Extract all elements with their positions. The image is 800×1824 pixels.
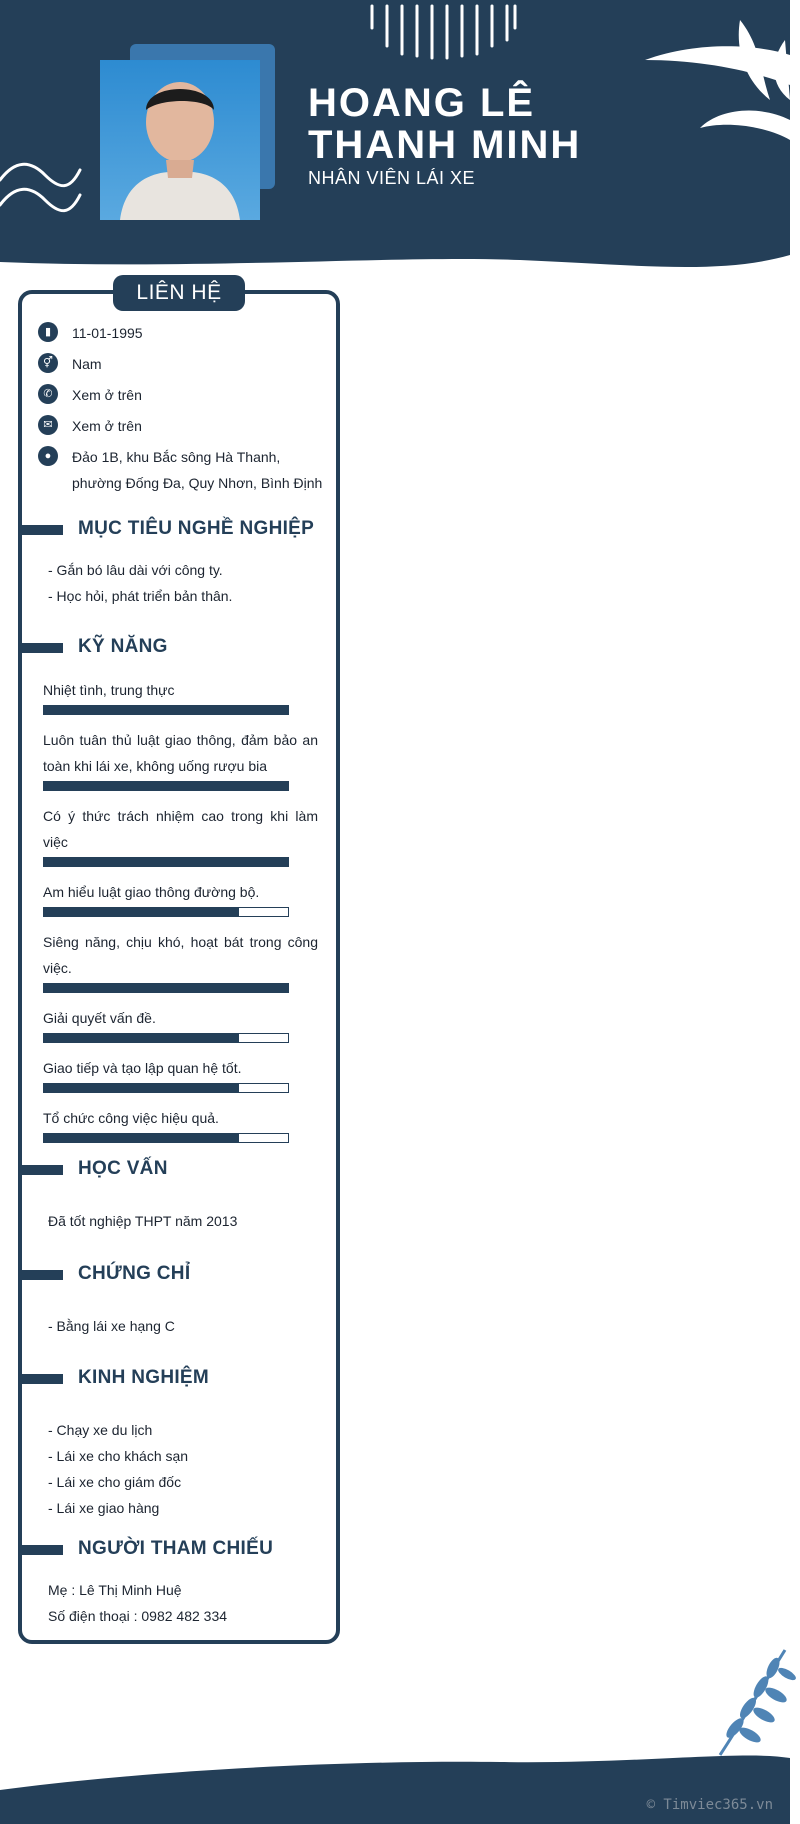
contact-list [38, 320, 328, 501]
birthday-cake-icon: ▮ [38, 322, 58, 342]
skill-level-fill [44, 782, 288, 790]
objective-line: - Gắn bó lâu dài với công ty. [48, 562, 223, 578]
education-text: Đã tốt nghiệp THPT năm 2013 [48, 1213, 238, 1229]
skills-section-bar [22, 643, 63, 653]
skill-item [43, 677, 318, 715]
skill-level-bar [43, 983, 289, 993]
contact-email: Xem ở trên [72, 418, 142, 434]
reference-line: Số điện thoại : 0982 482 334 [48, 1608, 228, 1624]
experience-section-bar [22, 1374, 63, 1384]
skill-item [43, 727, 318, 791]
contact-gender: Nam [72, 356, 102, 372]
contact-section-title: LIÊN HỆ [113, 275, 245, 311]
certificates-section-bar [22, 1270, 63, 1280]
skills-list [43, 677, 318, 1155]
experience-line: - Lái xe cho giám đốc [48, 1474, 182, 1490]
skill-name: Am hiểu luật giao thông đường bộ. [43, 884, 260, 900]
reference-line: Mẹ : Lê Thị Minh Huệ [48, 1582, 182, 1598]
skill-name: Nhiệt tình, trung thực [43, 682, 175, 698]
skill-name: Có ý thức trách nhiệm cao trong khi làm việc [43, 808, 318, 850]
references-section-bar [22, 1545, 63, 1555]
skill-level-bar [43, 857, 289, 867]
certificates-text: - Bằng lái xe hạng C [48, 1318, 175, 1334]
experience-text [48, 1417, 318, 1521]
experience-line: - Lái xe giao hàng [48, 1500, 160, 1516]
phone-icon: ✆ [38, 384, 58, 404]
skill-name: Siêng năng, chịu khó, hoạt bát trong công việc. [43, 934, 318, 976]
skill-item [43, 1005, 318, 1043]
contact-item-phone [38, 382, 328, 408]
skill-level-fill [44, 1034, 239, 1042]
objective-section-title: MỤC TIÊU NGHỀ NGHIỆP [78, 518, 315, 539]
certificates-section-title: CHỨNG CHỈ [78, 1263, 191, 1284]
references-text [48, 1577, 318, 1629]
job-title: NHÂN VIÊN LÁI XE [308, 168, 476, 188]
contact-item-gender [38, 351, 328, 377]
skill-item [43, 1055, 318, 1093]
skill-level-bar [43, 1083, 289, 1093]
education-section-bar [22, 1165, 63, 1175]
email-icon: ✉ [38, 415, 58, 435]
candidate-name: HOANG LÊ THANH MINH [308, 81, 582, 167]
contact-birthday: 11-01-1995 [72, 325, 143, 341]
skill-item [43, 929, 318, 993]
skill-level-bar [43, 1033, 289, 1043]
contact-item-birthday [38, 320, 328, 346]
skill-level-fill [44, 1084, 239, 1092]
contact-address: Đảo 1B, khu Bắc sông Hà Thanh, phường Đống Đa, Quy Nhơn, Bình Định [72, 449, 323, 491]
skill-name: Giải quyết vấn đề. [43, 1010, 156, 1026]
footer-watermark: © Timviec365.vn [646, 1797, 773, 1813]
experience-line: - Chạy xe du lịch [48, 1422, 153, 1438]
skill-level-fill [44, 1134, 239, 1142]
skill-level-bar [43, 705, 289, 715]
skill-level-fill [44, 908, 239, 916]
skill-name: Tổ chức công việc hiệu quả. [43, 1110, 219, 1126]
objective-section-bar [22, 525, 63, 535]
skill-item [43, 879, 318, 917]
experience-section-title: KINH NGHIỆM [78, 1367, 210, 1388]
skill-item [43, 1105, 318, 1143]
location-pin-icon: ● [38, 446, 58, 466]
profile-photo [100, 60, 260, 220]
contact-item-address [38, 444, 328, 496]
skill-level-bar [43, 1133, 289, 1143]
references-section-title: NGƯỜI THAM CHIẾU [78, 1538, 274, 1559]
contact-item-email [38, 413, 328, 439]
skill-level-fill [44, 706, 288, 714]
contact-phone: Xem ở trên [72, 387, 142, 403]
objective-line: - Học hỏi, phát triển bản thân. [48, 588, 233, 604]
skill-name: Giao tiếp và tạo lập quan hệ tốt. [43, 1060, 242, 1076]
skill-level-bar [43, 907, 289, 917]
skills-section-title: KỸ NĂNG [78, 636, 168, 657]
skill-level-bar [43, 781, 289, 791]
education-section-title: HỌC VẤN [78, 1158, 168, 1179]
skill-level-fill [44, 984, 288, 992]
gender-icon: ⚥ [38, 353, 58, 373]
skill-name: Luôn tuân thủ luật giao thông, đảm bảo an toàn khi lái xe, không uống rượu bia [43, 732, 318, 774]
skill-item [43, 803, 318, 867]
experience-line: - Lái xe cho khách sạn [48, 1448, 189, 1464]
objective-text [48, 557, 318, 609]
skill-level-fill [44, 858, 288, 866]
